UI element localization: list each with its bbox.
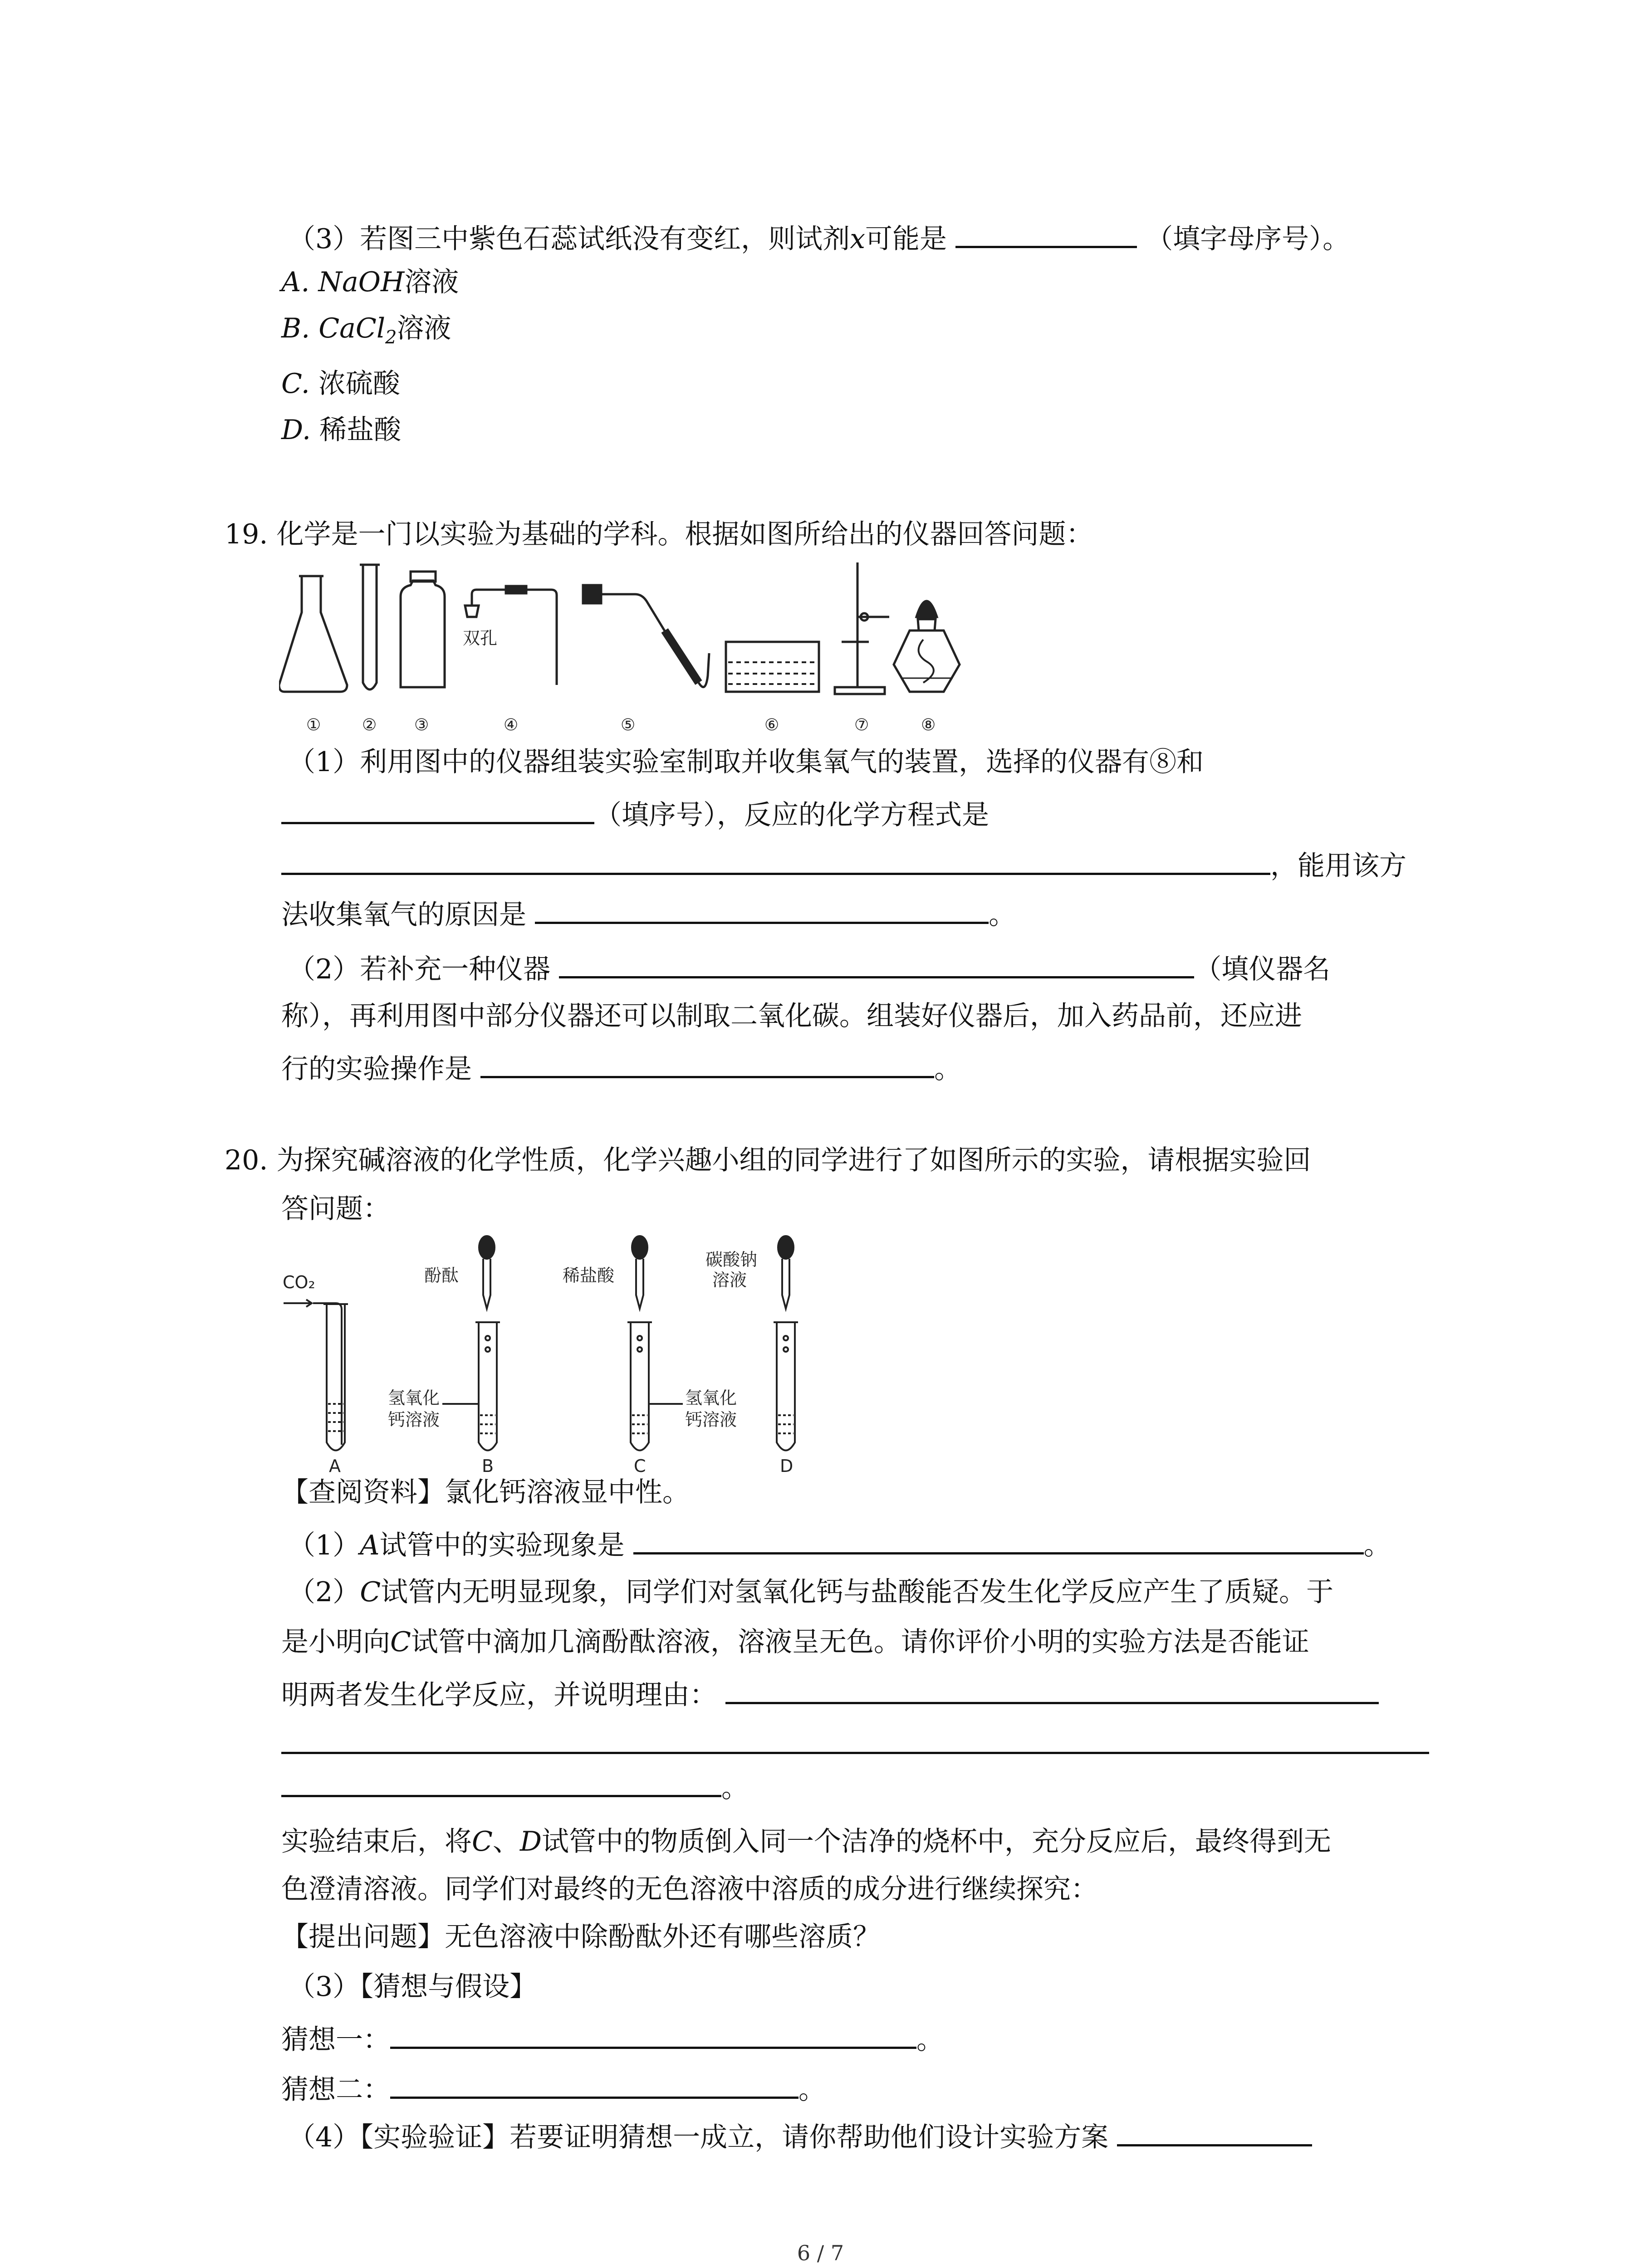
tube-label-a: A: [329, 1456, 341, 1476]
label-1: ①: [306, 716, 321, 734]
q20-p2-line5: 。: [281, 1767, 749, 1806]
option-a: A. NaOH溶液: [281, 266, 459, 298]
q20-after-line1: 实验结束后，将C、D试管中的物质倒入同一个洁净的烧杯中，充分反应后，最终得到无: [281, 1826, 1332, 1857]
q20-question: 【提出问题】无色溶液中除酚酞外还有哪些溶质？: [281, 1921, 880, 1953]
two-hole-stopper-icon: [463, 586, 557, 685]
q18-part3-stem: （3）若图三中紫色石蕊试纸没有变红，则试剂x可能是 （填字母序号）。: [288, 218, 1350, 257]
q20-guess2: 猜想二： 。: [281, 2068, 826, 2108]
iron-stand-icon: [835, 562, 889, 694]
answer-blank[interactable]: [480, 1048, 934, 1078]
answer-blank[interactable]: [390, 2068, 798, 2099]
stopper-caption: 双孔: [463, 628, 498, 648]
hcl-label: 稀盐酸: [563, 1266, 615, 1286]
q20-p4: （4）【实验验证】若要证明猜想一成立，请你帮助他们设计实验方案: [288, 2116, 1312, 2156]
caoh-label-1b: 钙溶液: [388, 1410, 440, 1430]
q20-after-line2: 色澄清溶液。同学们对最终的无色溶液中溶质的成分进行继续探究：: [281, 1873, 1098, 1905]
q20-p2-line3: 明两者发生化学反应，并说明理由：: [281, 1674, 1379, 1713]
option-d: D. 稀盐酸: [281, 414, 402, 446]
q20-stem-line2: 答问题：: [281, 1193, 390, 1225]
tube-c-icon: [627, 1322, 652, 1451]
dropper-c-icon: [563, 1236, 647, 1309]
answer-blank[interactable]: [281, 794, 594, 824]
caoh-label-2a: 氢氧化: [685, 1388, 737, 1408]
label-3: ③: [414, 716, 429, 734]
label-4: ④: [504, 716, 519, 734]
q20-p2-line1: （2）C试管内无明显现象，同学们对氢氧化钙与盐酸能否发生化学反应产生了质疑。于: [288, 1576, 1334, 1608]
label-6: ⑥: [764, 716, 779, 734]
answer-blank[interactable]: [535, 894, 989, 924]
label-2: ②: [362, 716, 377, 734]
equation-blank[interactable]: [281, 845, 1270, 875]
answer-blank[interactable]: [725, 1674, 1379, 1704]
tube-label-d: D: [780, 1456, 794, 1476]
q19-apparatus-figure: [279, 562, 1050, 744]
tube-a-icon: [283, 1272, 348, 1451]
tube-b-icon: [475, 1322, 500, 1451]
answer-blank[interactable]: [559, 948, 1194, 978]
q20-stem-line1: 20. 为探究碱溶液的化学性质，化学兴趣小组的同学进行了如图所示的实验，请根据实验回: [225, 1144, 1311, 1176]
dropper-d-icon: [705, 1236, 794, 1309]
phenolphthalein-label: 酚酞: [424, 1266, 459, 1286]
q20-experiment-figure: [279, 1232, 869, 1476]
option-c: C. 浓硫酸: [281, 368, 400, 400]
q20-p3: （3）【猜想与假设】: [288, 1971, 537, 2003]
answer-blank[interactable]: [281, 1724, 1429, 1754]
tube-label-b: B: [482, 1456, 494, 1476]
alcohol-lamp-icon: [894, 601, 960, 692]
co2-label: CO₂: [283, 1272, 315, 1292]
q19-p1-line2: （填序号），反应的化学方程式是: [281, 794, 989, 833]
na2co3-label-2: 溶液: [712, 1270, 747, 1290]
q19-p2-line1: （2）若补充一种仪器 （填仪器名: [288, 948, 1330, 987]
delivery-tube-icon: [583, 585, 709, 687]
option-b: B. CaCl$_2$溶液: [281, 313, 451, 348]
dropper-b-icon: [424, 1236, 495, 1309]
tube-d-icon: [774, 1322, 798, 1451]
q19-p1-line3: ，能用该方: [281, 845, 1406, 884]
q20-p2-line4: [281, 1724, 1429, 1763]
test-tube-icon: [360, 565, 380, 689]
conical-flask-icon: [279, 576, 347, 692]
label-7: ⑦: [854, 716, 869, 734]
gas-bottle-icon: [401, 572, 445, 687]
q19-stem: 19. 化学是一门以实验为基础的学科。根据如图所给出的仪器回答问题：: [225, 518, 1093, 550]
q20-guess1: 猜想一： 。: [281, 2019, 944, 2058]
q19-p2-line3: 行的实验操作是 。: [281, 1048, 961, 1087]
q20-p1: （1）A试管中的实验现象是 。: [288, 1524, 1391, 1564]
q19-p2-line2: 称），再利用图中部分仪器还可以制取二氧化碳。组装好仪器后，加入药品前，还应进: [281, 1000, 1302, 1032]
caoh-label-1a: 氢氧化: [388, 1388, 440, 1408]
answer-blank[interactable]: [1117, 2116, 1312, 2146]
answer-blank[interactable]: [390, 2019, 916, 2049]
label-5: ⑤: [621, 716, 636, 734]
q20-p2-line2: 是小明向C试管中滴加几滴酚酞溶液，溶液呈无色。请你评价小明的实验方法是否能证: [281, 1626, 1309, 1658]
tube-label-c: C: [634, 1456, 646, 1476]
answer-blank[interactable]: [955, 218, 1137, 248]
water-trough-icon: [726, 642, 819, 692]
answer-blank[interactable]: [281, 1767, 721, 1797]
answer-blank[interactable]: [633, 1524, 1364, 1554]
na2co3-label-1: 碳酸钠: [705, 1250, 758, 1270]
caoh-label-2b: 钙溶液: [685, 1410, 737, 1430]
page-number: 6 / 7: [797, 2241, 844, 2265]
label-8: ⑧: [921, 716, 936, 734]
q20-info: 【查阅资料】氯化钙溶液显中性。: [281, 1476, 690, 1508]
q19-p1-line1: （1）利用图中的仪器组装实验室制取并收集氧气的装置，选择的仪器有⑧和: [288, 746, 1204, 778]
q19-p1-line4: 法收集氧气的原因是 。: [281, 894, 1016, 933]
